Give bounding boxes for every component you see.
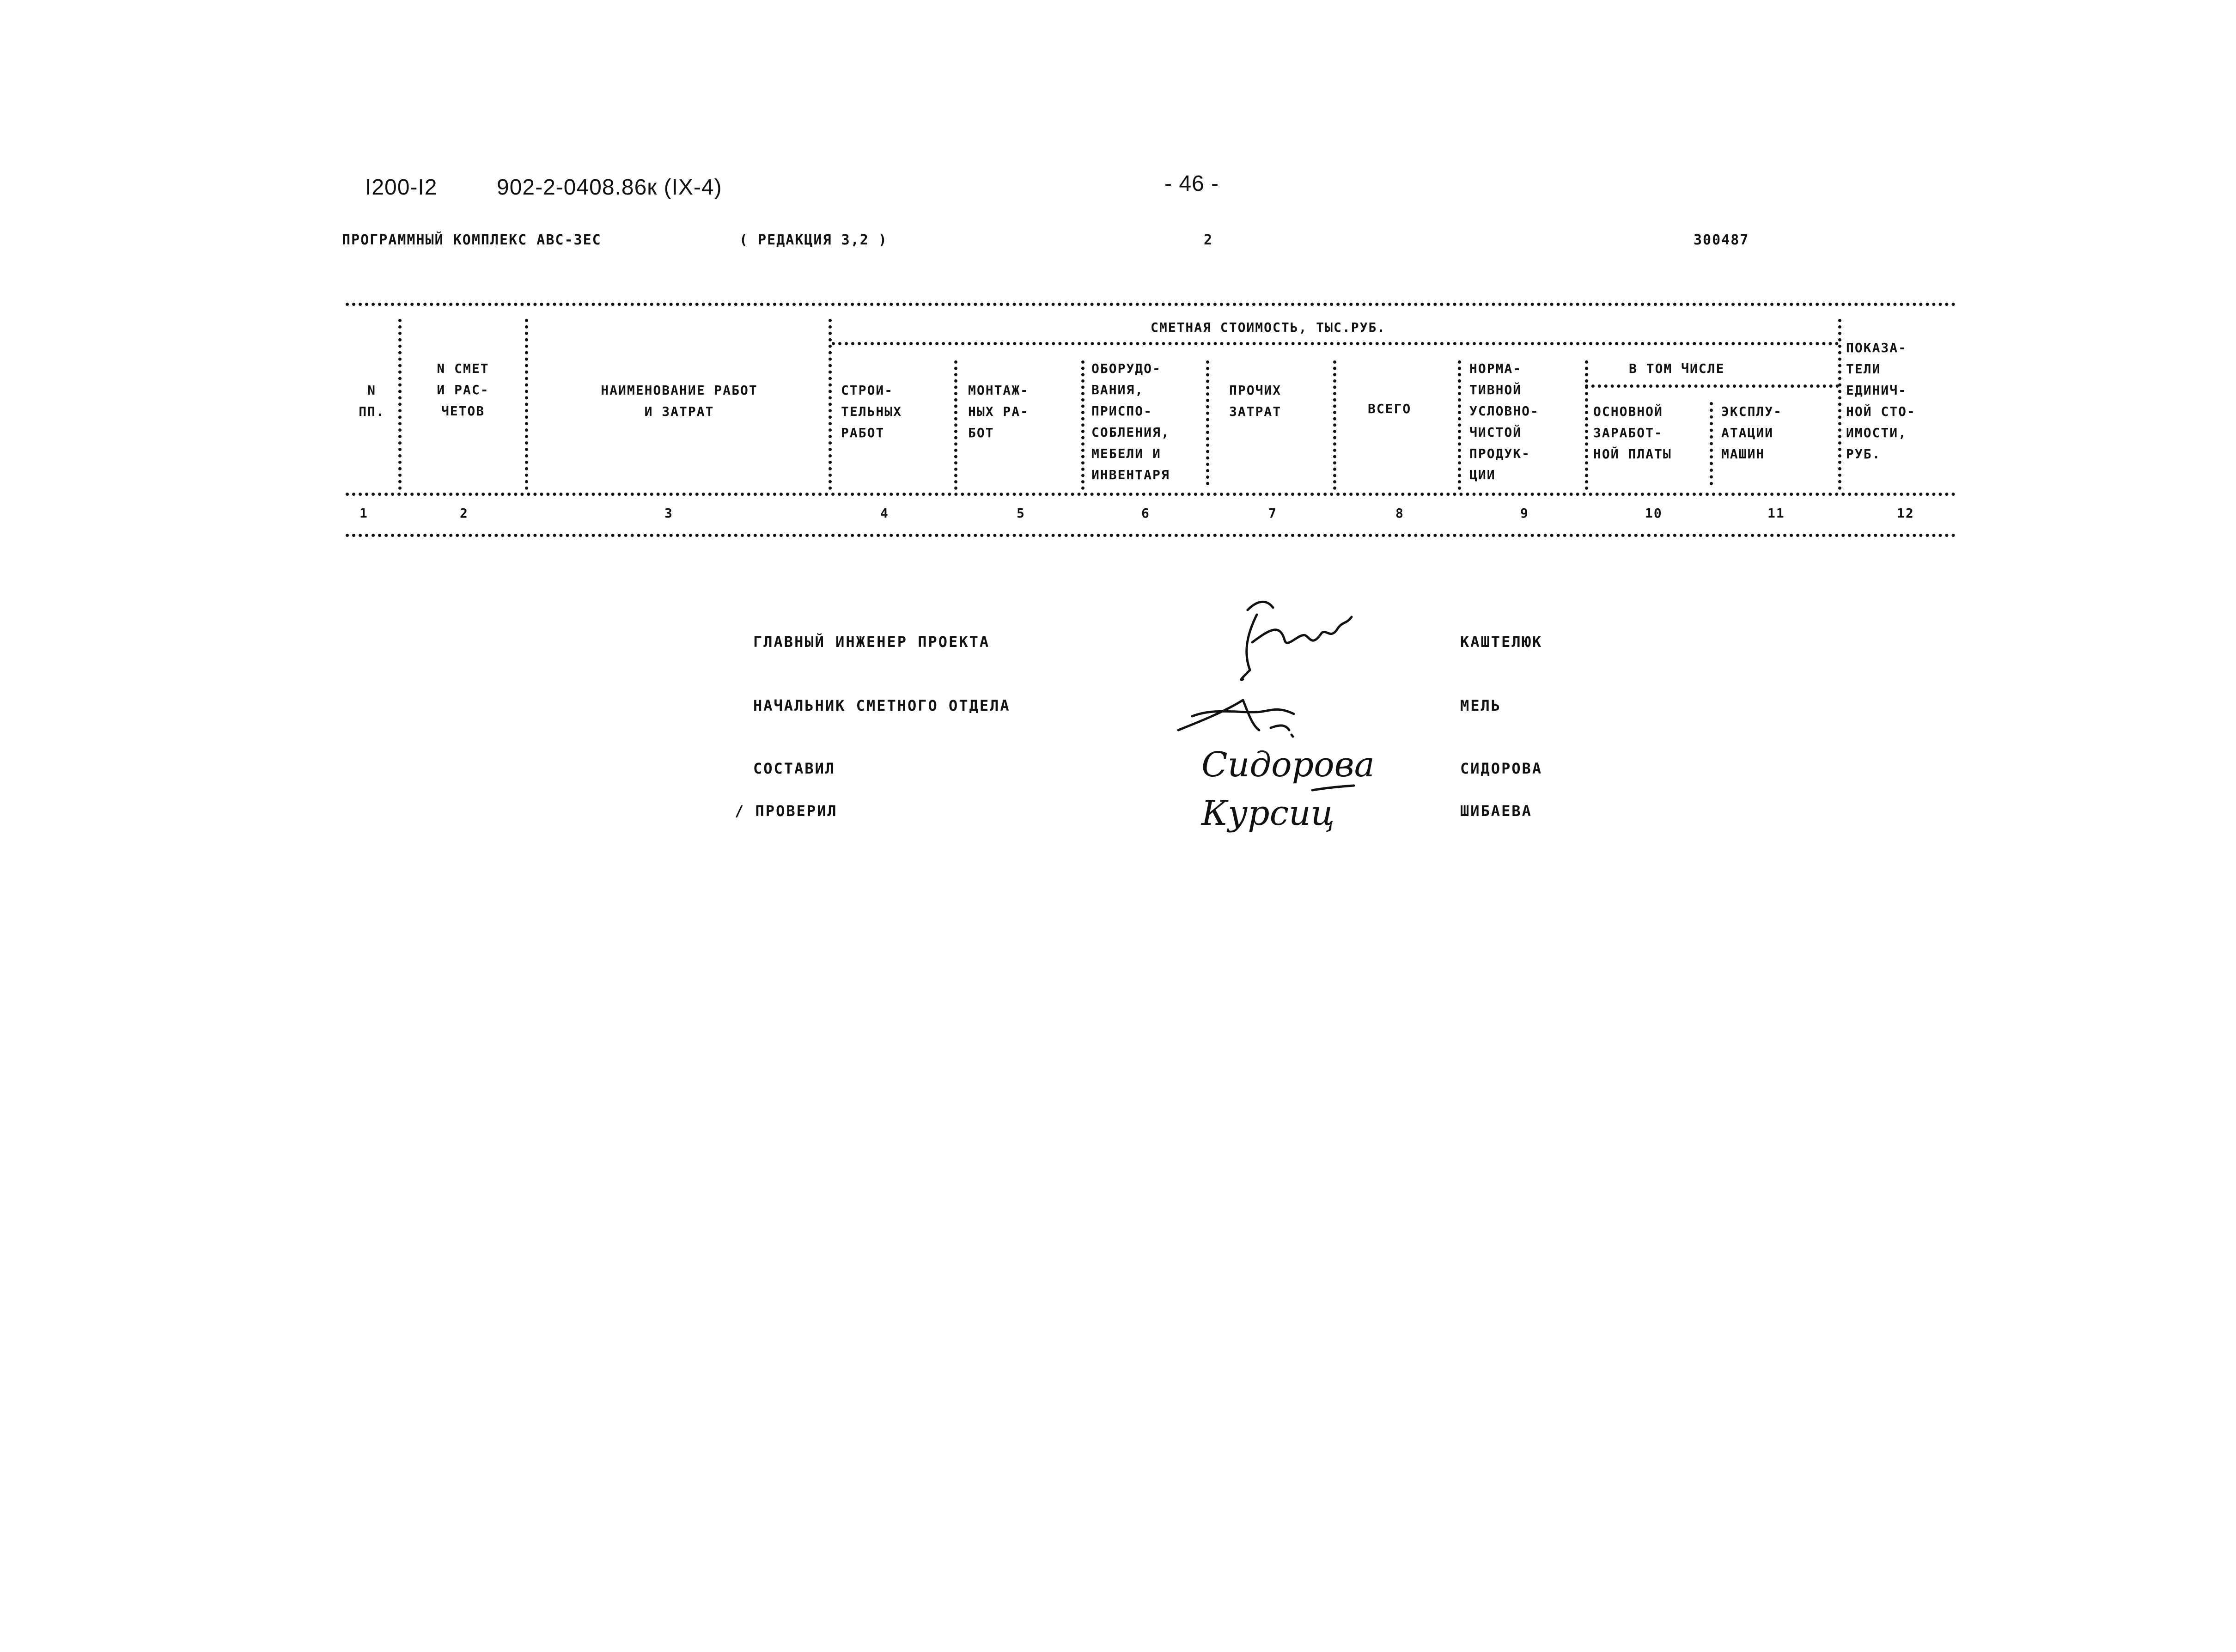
signature-role: ГЛАВНЫЙ ИНЖЕНЕР ПРОЕКТА: [753, 633, 990, 651]
signature-mark-2: [1174, 679, 1312, 744]
col-header-7: ПРОЧИХ ЗАТРАТ: [1229, 383, 1282, 419]
col-sep: [1206, 360, 1209, 485]
col-sep: [1333, 360, 1336, 490]
col-header-12: ПОКАЗА- ТЕЛИ ЕДИНИЧ- НОЙ СТО- ИМОСТИ, РУБ.: [1846, 340, 1916, 462]
col-header-5: МОНТАЖ- НЫХ РА- БОТ: [968, 383, 1030, 440]
section-number: 2: [1204, 232, 1213, 248]
col-sep: [829, 319, 832, 490]
col-number: 11: [1767, 506, 1785, 521]
signature-role: СОСТАВИЛ: [753, 760, 836, 777]
col-number: 6: [1141, 506, 1150, 521]
project-number: 902-2-0408.86: [497, 175, 647, 200]
edition: ( РЕДАКЦИЯ 3,2 ): [739, 232, 888, 248]
project-code: [497, 175, 722, 200]
col-sep: [525, 319, 528, 490]
col-header-6: ОБОРУДО- ВАНИЯ, ПРИСПО- СОБЛЕНИЯ, МЕБЕЛИ И ИНВЕНТАРЯ: [1091, 361, 1170, 482]
col-header-3: НАИМЕНОВАНИЕ РАБОТ И ЗАТРАТ: [601, 383, 758, 419]
signature-name: ШИБАЕВА: [1460, 802, 1532, 820]
signature-mark-3-text: Сидорова: [1201, 745, 1375, 785]
signature-name: СИДОРОВА: [1460, 760, 1543, 777]
col-number: 7: [1268, 506, 1277, 521]
doc-code: I200-I2: [365, 175, 438, 200]
col-number: 5: [1017, 506, 1025, 521]
signature-name: МЕЛЬ: [1460, 697, 1502, 714]
col-sep: [1458, 360, 1461, 490]
col-number: 4: [880, 506, 889, 521]
page-number: - 46 -: [1164, 171, 1219, 196]
col-number: 8: [1395, 506, 1404, 521]
col-number: 2: [460, 506, 469, 521]
col-sep: [954, 360, 957, 490]
col-number: 3: [664, 506, 673, 521]
col-number: 12: [1897, 506, 1914, 521]
table-bottom-rule: [346, 534, 1956, 537]
subgroup-header: В ТОМ ЧИСЛЕ: [1629, 361, 1725, 376]
col-header-2: N СМЕТ И РАС- ЧЕТОВ: [437, 361, 489, 419]
signature-mark-4-text: Курсиц: [1201, 793, 1335, 833]
project-suffix: к (IX-4): [647, 175, 722, 200]
signature-role: НАЧАЛЬНИК СМЕТНОГО ОТДЕЛА: [753, 697, 1011, 714]
col-sep: [1710, 402, 1713, 485]
program-title: ПРОГРАММНЫЙ КОМПЛЕКС АВС-3ЕС: [342, 232, 602, 248]
signature-mark-4: [1201, 781, 1359, 850]
col-header-10: ОСНОВНОЙ ЗАРАБОТ- НОЙ ПЛАТЫ: [1593, 404, 1672, 462]
signature-role: / ПРОВЕРИЛ: [735, 802, 838, 820]
col-number: 10: [1645, 506, 1663, 521]
col-sep: [1838, 319, 1841, 490]
header-bottom-rule: [346, 493, 1956, 496]
group-rule: [832, 342, 1839, 345]
subgroup-rule: [1585, 384, 1839, 388]
col-header-11: ЭКСПЛУ- АТАЦИИ МАШИН: [1721, 404, 1783, 462]
col-sep: [1081, 360, 1084, 490]
signature-name: КАШТЕЛЮК: [1460, 633, 1543, 651]
document-number: 300487: [1694, 232, 1749, 248]
col-header-8: ВСЕГО: [1368, 401, 1412, 416]
col-header-1: N ПП.: [359, 383, 385, 419]
group-header: СМЕТНАЯ СТОИМОСТЬ, ТЫС.РУБ.: [1151, 320, 1386, 335]
col-header-4: СТРОИ- ТЕЛЬНЫХ РАБОТ: [841, 383, 902, 440]
col-sep: [1585, 360, 1588, 490]
col-header-9: НОРМА- ТИВНОЙ УСЛОВНО- ЧИСТОЙ ПРОДУК- ЦИИ: [1469, 361, 1539, 482]
col-number: 9: [1520, 506, 1529, 521]
signature-mark-1: [1229, 596, 1359, 684]
col-sep: [398, 319, 402, 490]
table-top-rule: [346, 303, 1956, 306]
col-number: 1: [359, 506, 368, 521]
